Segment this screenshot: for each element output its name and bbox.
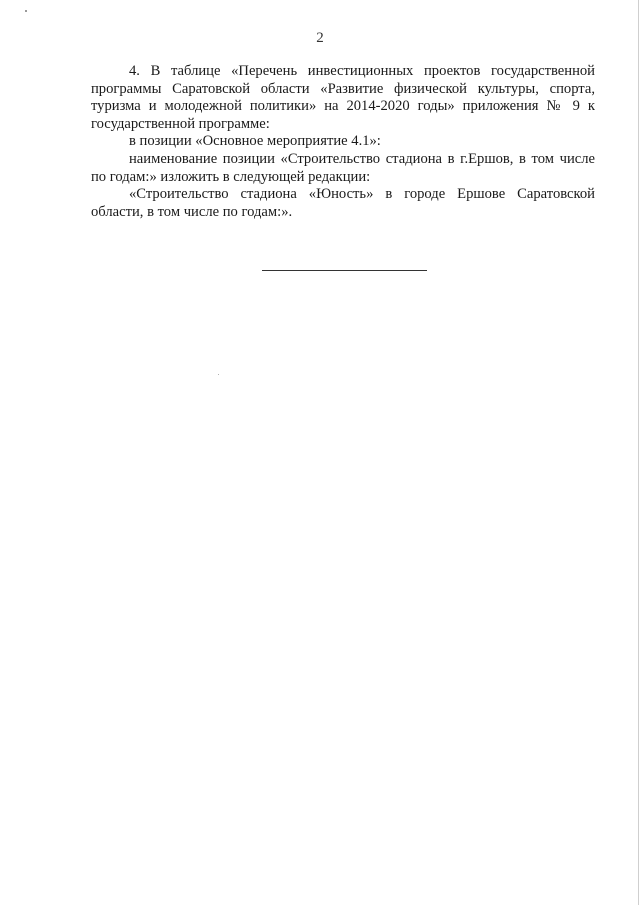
scan-speck: [25, 10, 27, 12]
page-number: 2: [316, 30, 324, 46]
document-body: [91, 63, 595, 221]
paragraph-old-name: наименование позиции «Строительство стадиона в г.Ершов, в том числе по годам:» изложить в следующей редакции:: [91, 150, 595, 185]
scan-speck: [218, 374, 219, 375]
paragraph-new-name: «Строительство стадиона «Юность» в городе Ершове Саратовской области, в том числе по годам:».: [91, 186, 595, 220]
paragraph-amendment-item-4: 4. В таблице «Перечень инвестиционных проектов государственной программы Саратовской области «Развитие физической культуры, спорта, туризма и молодежной политики» на 2014-2020 годы» приложения № 9 к государственной программе:: [91, 63, 595, 132]
paragraph-position: в позиции «Основное мероприятие 4.1»:: [129, 133, 381, 150]
closing-divider-line: [262, 270, 427, 271]
scan-page-edge: [638, 0, 639, 905]
